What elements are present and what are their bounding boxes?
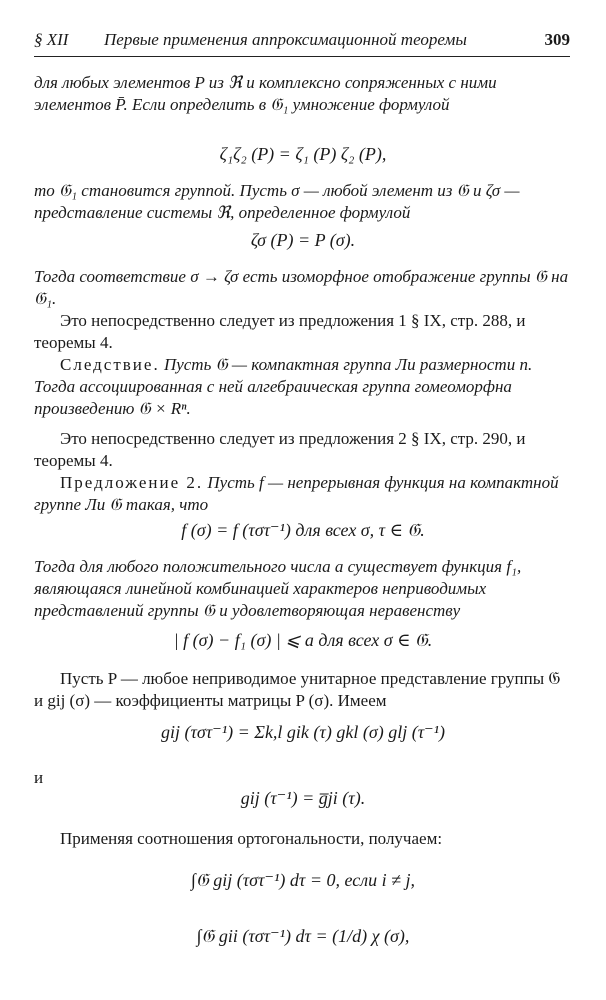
- proposition-label: Предложение 2.: [60, 473, 204, 492]
- page-number: 309: [544, 30, 570, 49]
- equation-1: ζ₁ζ₂ (P) = ζ₁ (P) ζ₂ (P),: [219, 144, 387, 164]
- corollary-text: Пусть 𝔊 — компактная группа Ли размерности n. Тогда ассоциированная с ней алгебраическая группа гомеоморфна произведению 𝔊 × Rⁿ.: [34, 355, 533, 418]
- paragraph-6: Это непосредственно следует из предложения 2 § IX, стр. 290, и теоремы 4.: [34, 429, 526, 470]
- corollary-label: Следствие.: [60, 355, 160, 374]
- corollary: [34, 354, 570, 420]
- paragraph-10: Применяя соотношения ортогональности, получаем:: [60, 829, 443, 848]
- equation-5: gij (τστ⁻¹) = Σk,l gik (τ) gkl (σ) glj (τ⁻¹): [160, 722, 446, 742]
- paragraph-8: Тогда для любого положительного числа a существует функция f₁, являющаяся линейной комбинацией характеров неприводимых представлений группы 𝔊 и удовлетворяющая неравенству: [34, 557, 522, 620]
- equation-6: gij (τ⁻¹) = g̅ji (τ).: [240, 788, 366, 808]
- proposition-text: Пусть f — непрерывная функция на компактной группе Ли 𝔊 такая, что: [34, 473, 559, 514]
- running-title: Первые применения аппроксимационной теоремы: [104, 30, 467, 49]
- paragraph-4: Это непосредственно следует из предложения 1 § IX, стр. 288, и теоремы 4.: [34, 311, 526, 352]
- paragraph-3: Тогда соответствие σ → ζσ есть изоморфное отображение группы 𝔊 на 𝔊₁.: [34, 267, 569, 308]
- equation-3: f (σ) = f (τστ⁻¹) для всех σ, τ ∈ 𝔊.: [181, 520, 425, 540]
- proposition-2: [34, 472, 570, 516]
- paragraph-9: Пусть P — любое неприводимое унитарное представление группы 𝔊 и gij (σ) — коэффициенты матрицы P (σ). Имеем: [34, 669, 561, 710]
- equation-4: | f (σ) − f₁ (σ) | ⩽ a для всех σ ∈ 𝔊.: [173, 630, 433, 650]
- section-number: § XII: [34, 30, 69, 49]
- running-header: [34, 30, 570, 57]
- equation-2: ζσ (P) = P (σ).: [250, 230, 356, 250]
- equation-7: ∫𝔊 gij (τστ⁻¹) dτ = 0, если i ≠ j,: [191, 870, 415, 890]
- conjunction-and: и: [34, 768, 44, 787]
- paragraph-1: для любых элементов P из ℜ и комплексно сопряженных с ними элементов P̄. Если определить в 𝔊₁ умножение формулой: [34, 73, 497, 114]
- equation-8: ∫𝔊 gii (τστ⁻¹) dτ = (1/d) χ (σ),: [196, 926, 410, 946]
- paragraph-2: то 𝔊₁ становится группой. Пусть σ — любой элемент из 𝔊 и ζσ — представление системы ℜ, определенное формулой: [34, 181, 520, 222]
